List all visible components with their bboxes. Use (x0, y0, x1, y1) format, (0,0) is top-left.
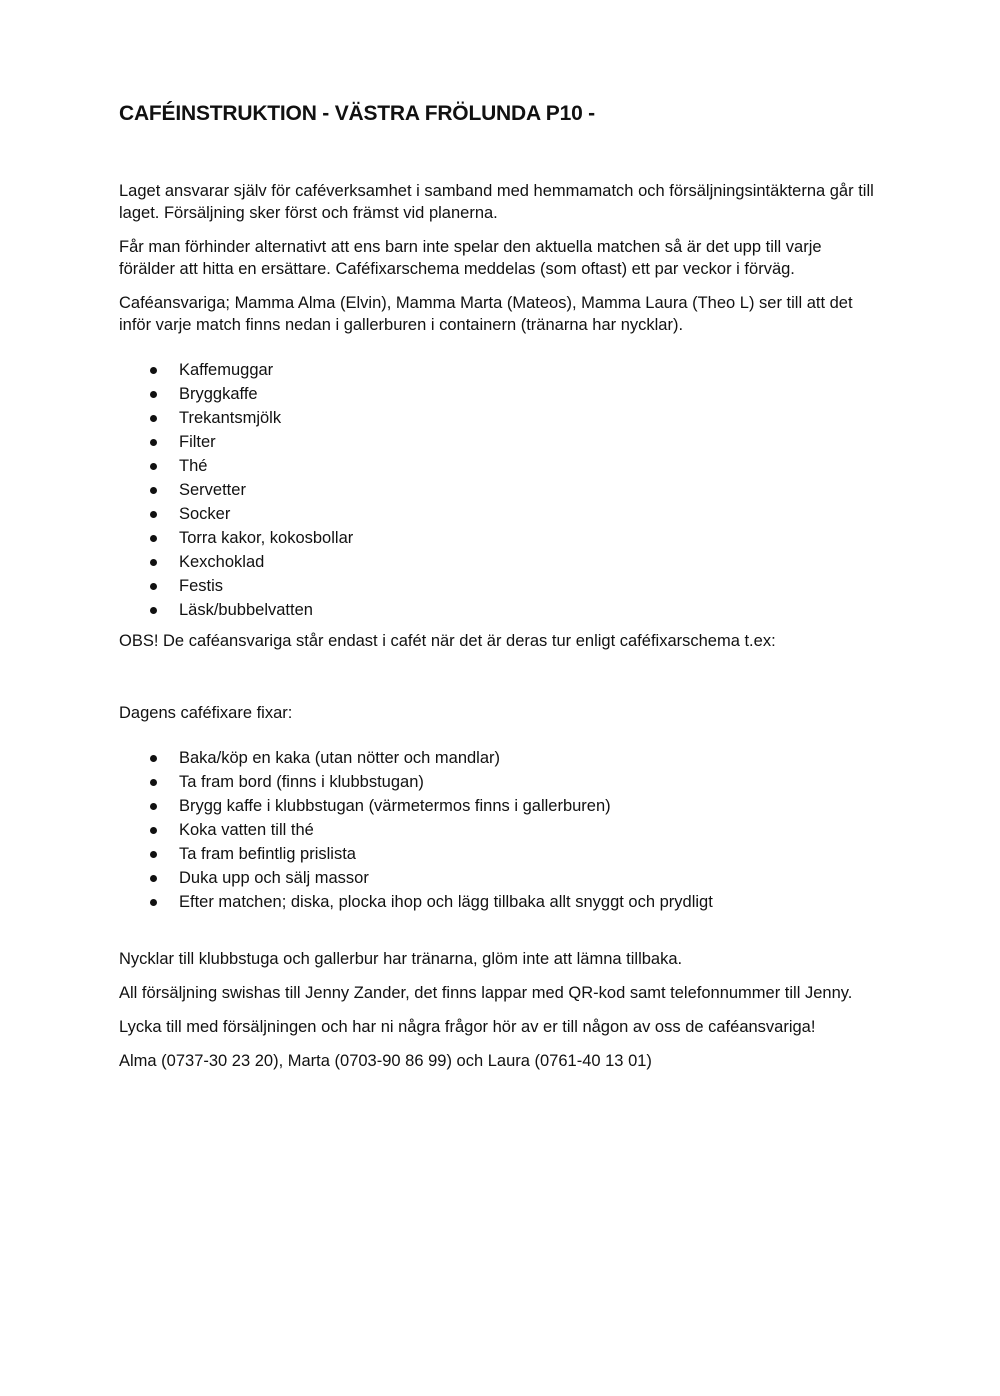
list-item: Bryggkaffe (119, 382, 879, 406)
list-item: Duka upp och sälj massor (119, 866, 879, 890)
list-item: Ta fram bord (finns i klubbstugan) (119, 770, 879, 794)
spacer (119, 922, 879, 948)
tasks-heading: Dagens caféfixare fixar: (119, 704, 293, 722)
document-page (119, 100, 879, 1084)
list-item: Kaffemuggar (119, 358, 879, 382)
obs-note: OBS! De caféansvariga står endast i cafét när det är deras tur enligt caféfixarschema t.ex: (119, 632, 776, 650)
document-title: CAFÉINSTRUKTION - VÄSTRA FRÖLUNDA P10 - (119, 102, 595, 125)
closing-paragraph: Lycka till med försäljningen och har ni några frågor hör av er till någon av oss de caféansvariga! (119, 1018, 816, 1036)
supplies-list (119, 358, 879, 622)
list-item: Torra kakor, kokosbollar (119, 526, 879, 550)
list-item: Koka vatten till thé (119, 818, 879, 842)
list-item: Baka/köp en kaka (utan nötter och mandlar) (119, 746, 879, 770)
list-item: Socker (119, 502, 879, 526)
intro-paragraph: Får man förhinder alternativt att ens barn inte spelar den aktuella matchen så är det upp till varje förälder att hitta en ersättare. Caféfixarschema meddelas (som oftast) ett par veckor i förväg. (119, 238, 822, 278)
list-item: Trekantsmjölk (119, 406, 879, 430)
list-item: Brygg kaffe i klubbstugan (värmetermos finns i gallerburen) (119, 794, 879, 818)
closing-paragraph: Nycklar till klubbstuga och gallerbur har tränarna, glöm inte att lämna tillbaka. (119, 950, 683, 968)
spacer (119, 664, 879, 702)
list-item: Festis (119, 574, 879, 598)
list-item: Filter (119, 430, 879, 454)
list-item: Kexchoklad (119, 550, 879, 574)
list-item: Thé (119, 454, 879, 478)
closing-paragraph: All försäljning swishas till Jenny Zander, det finns lappar med QR-kod samt telefonnummer till Jenny. (119, 984, 853, 1002)
intro-paragraph: Laget ansvarar själv för caféverksamhet i samband med hemmamatch och försäljningsintäkterna går till laget. Försäljning sker först och främst vid planerna. (119, 182, 874, 222)
intro-paragraph: Caféansvariga; Mamma Alma (Elvin), Mamma Marta (Mateos), Mamma Laura (Theo L) ser till att det inför varje match finns nedan i gallerburen i containern (tränarna har nycklar). (119, 294, 853, 334)
list-item: Läsk/bubbelvatten (119, 598, 879, 622)
list-item: Ta fram befintlig prislista (119, 842, 879, 866)
list-item: Servetter (119, 478, 879, 502)
contact-line: Alma (0737-30 23 20), Marta (0703-90 86 99) och Laura (0761-40 13 01) (119, 1052, 652, 1070)
tasks-list (119, 746, 879, 914)
list-item: Efter matchen; diska, plocka ihop och lägg tillbaka allt snyggt och prydligt (119, 890, 879, 914)
